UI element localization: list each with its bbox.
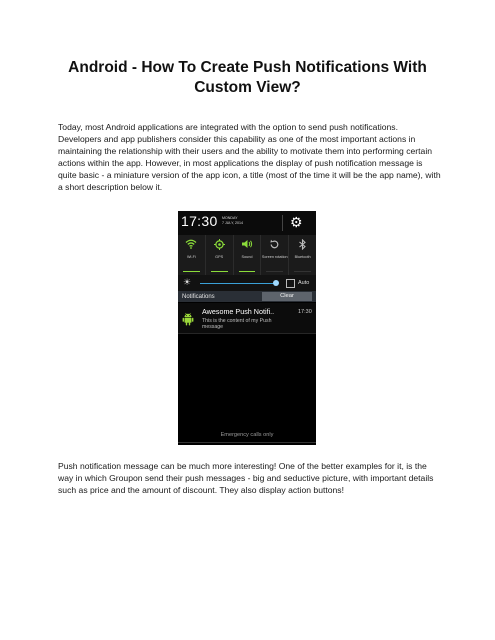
notification-text: This is the content of my Push message	[202, 318, 272, 330]
groupon-paragraph: Push notification message can be much more interesting! One of the better examples for it, is the way in which Groupon send their push messages - big and seductive picture, with important details such as price and the amount of discount. They also display action buttons!	[58, 461, 434, 495]
notification-title: Awesome Push Notifi..	[202, 307, 275, 316]
toggle-label: Sound	[241, 255, 253, 259]
toggle-label: Bluetooth	[294, 255, 311, 259]
toggle-indicator	[294, 271, 311, 273]
notifications-header	[178, 291, 316, 302]
toggle-indicator	[239, 271, 256, 273]
toggle-screen-rotation[interactable]	[261, 235, 289, 275]
toggle-indicator	[266, 271, 283, 273]
title-line-1: Android - How To Create Push Notifications With	[68, 59, 427, 76]
notification-item[interactable]	[178, 303, 316, 334]
notifications-label: Notifications	[182, 293, 215, 300]
brightness-slider-thumb[interactable]	[273, 280, 279, 286]
quick-toggles	[178, 235, 316, 275]
gps-icon	[206, 239, 233, 253]
gear-icon[interactable]: ⚙	[290, 214, 303, 230]
status-day: MONDAY	[222, 216, 238, 220]
auto-brightness-label: Auto	[298, 280, 310, 286]
toggle-label: Wi-Fi	[186, 255, 196, 259]
android-icon	[182, 312, 194, 326]
brightness-slider-track[interactable]	[200, 283, 276, 285]
bluetooth-icon	[289, 239, 316, 253]
auto-brightness-checkbox[interactable]	[286, 279, 295, 288]
sound-icon	[234, 239, 261, 252]
toggle-gps[interactable]	[206, 235, 234, 275]
bottom-divider	[178, 442, 316, 443]
toggle-sound[interactable]	[234, 235, 262, 275]
status-date: 7 JULY, 2014	[222, 221, 244, 225]
toggle-label: GPS	[215, 255, 224, 259]
status-bar	[178, 211, 316, 235]
toggle-indicator	[211, 271, 228, 273]
clear-button[interactable]: Clear	[262, 292, 312, 301]
notification-time: 17:30	[298, 309, 312, 315]
status-clock: 17:30	[181, 213, 218, 229]
emergency-calls-text: Emergency calls only	[220, 432, 274, 438]
intro-paragraph: Today, most Android applications are integrated with the option to send push notifications. Developers and app publishers consider this capability as one of the most important actions in maintaining the relationship with their users and the ability to motivate them into performing certain actions within the app. However, in most applications the display of push notification message is quite basic - a miniature version of the app icon, a title (most of the time it will be the app name), with a short description below it.	[58, 122, 441, 192]
wifi-icon	[178, 239, 205, 252]
toggle-wifi[interactable]	[178, 235, 206, 275]
toggle-label: Screen rotation	[261, 255, 288, 259]
toggle-bluetooth[interactable]	[289, 235, 316, 275]
brightness-row	[178, 275, 316, 291]
phone-screenshot	[178, 211, 316, 445]
document-title	[40, 58, 455, 98]
title-line-2: Custom View?	[194, 79, 301, 96]
brightness-icon: ☀	[183, 277, 192, 287]
status-divider	[282, 215, 283, 231]
toggle-indicator	[183, 271, 200, 273]
rotation-icon	[261, 239, 288, 253]
